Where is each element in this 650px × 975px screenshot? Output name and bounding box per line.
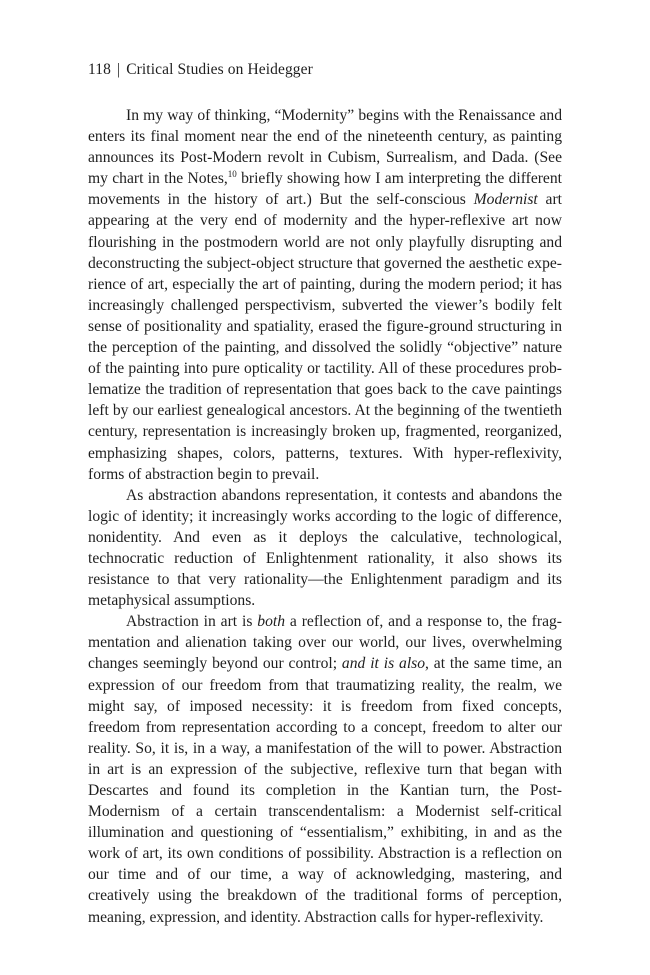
text-run: art appearing at the very end of modernity and the hyper-reflexive art now flourishing in the postmodern world are not only playfully disrupting and deconstructing the subject-object structure that governed the aesthetic experience of art, especially the art of painting, during the modern period; it has increasingly challenged perspectivism, subverted the viewer’s bodily felt sense of positionality and spatiality, erased the figure-ground structuring in the perception of the painting, and dissolved the solidly “objective” nature of the painting into pure opticality or tactility. All of these procedures problematize the tradition of representation that goes back to the cave paintings left by our earliest genealogical ancestors. At the beginning of the twentieth century, representation is increasingly broken up, fragmented, reorganized, emphasizing shapes, colors, patterns, textures. With hyper-reflexivity, forms of abstraction begin to prevail. bbox=[88, 191, 562, 483]
text-run: As abstraction abandons representation, it contests and abandons the logic of identity; it increasingly works according to the logic of difference, nonidentity. And even as it deploys the calculative, technological, technocratic reduction of Enlightenment rationality, it also shows its resistance to that very rationality—the Enlightenment paradigm and its metaphysical assumptions. bbox=[88, 486, 562, 610]
emphasis: Modernist bbox=[473, 191, 538, 209]
body-text bbox=[88, 105, 562, 928]
header-separator: | bbox=[116, 61, 121, 78]
note-reference: 10 bbox=[227, 169, 237, 180]
text-run: In my way of thinking, “Modernity” begins with the Renaissance and enters its final moment near the end of the nineteenth century, as painting announces its Post-Modern revolt in Cubism, Surrealism, and Dada. (See my chart in the Notes, bbox=[88, 107, 562, 188]
paragraph bbox=[88, 611, 562, 927]
text-run: Abstraction in art is bbox=[126, 613, 258, 631]
page-number: 118 bbox=[88, 61, 111, 78]
running-head bbox=[88, 60, 313, 80]
running-title: Critical Studies on Heidegger bbox=[126, 61, 313, 78]
paragraph bbox=[88, 105, 562, 485]
text-run: a reflection of, and a response to, the fragmentation and alienation taking over our world, our lives, overwhelming changes seemingly beyond our control; bbox=[88, 613, 562, 673]
text-run: , at the same time, an expression of our freedom from that traumatizing reality, the realm, we might say, of imposed necessity: it is freedom from fixed concepts, freedom from representation according to a concept, freedom to alter our reality. So, it is, in a way, a manifestation of the will to power. Abstraction in art is an expression of the subjective, reflexive turn that began with Descartes and found its completion in the Kantian turn, the Post-Modernism of a certain transcendentalism: a Modernist self-critical illumination and questioning of “essentialism,” exhibiting, in and as the work of art, its own conditions of possibility. Abstraction is a reflection on our time and of our time, a way of acknowledging, mastering, and creatively using the breakdown of the traditional forms of perception, meaning, expression, and identity. Abstraction calls for hyper-reflexivity. bbox=[88, 655, 562, 926]
paragraph bbox=[88, 485, 562, 612]
emphasis: both bbox=[257, 613, 286, 631]
emphasis: and it is also bbox=[341, 655, 426, 673]
text-run: briefly showing how I am interpreting the different movements in the history of art.) But the self-conscious bbox=[88, 170, 562, 209]
